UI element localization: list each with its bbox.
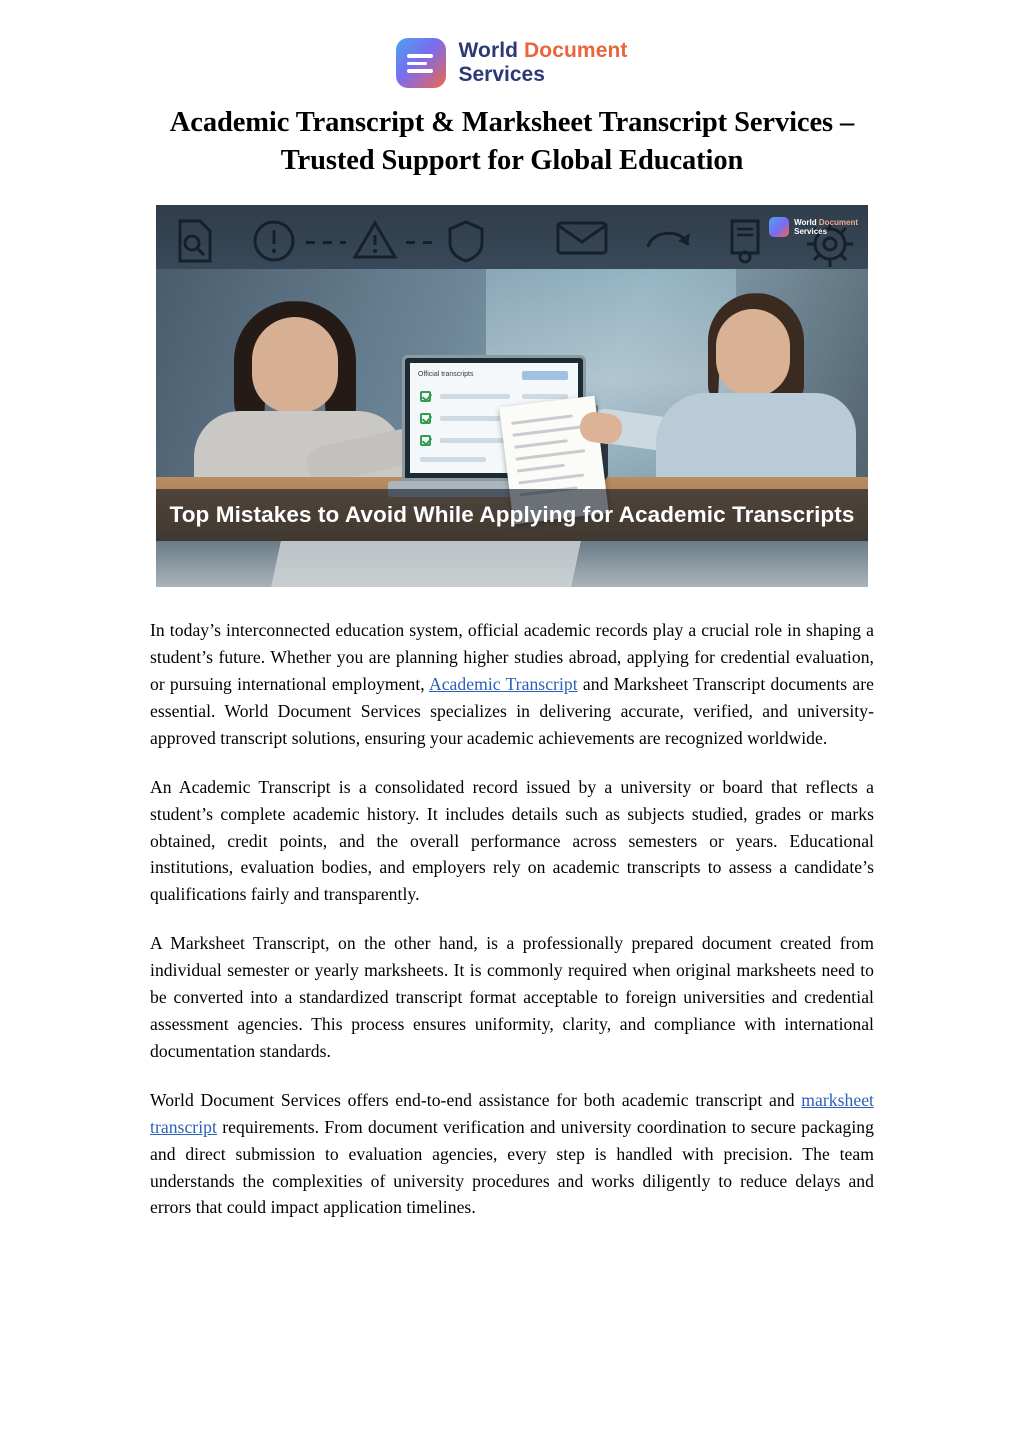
person-right-head — [716, 309, 790, 397]
brand-word-world: World — [458, 39, 519, 63]
foreground-document — [271, 541, 581, 587]
hero-image — [156, 205, 868, 587]
person-left-head — [252, 317, 338, 413]
document-search-icon — [174, 219, 216, 263]
paragraph-2: An Academic Transcript is a consolidated record issued by a university or board that reflects a student’s complete academic history. It includes details such as subjects studied, grades or marks obtained, credit points, and the overall performance across semesters or years. Educational institutions, evaluation bodies, and employers rely on academic transcripts to assess a candidate’s qualifications fairly and transparently. — [150, 776, 874, 905]
hero-caption-band — [156, 489, 868, 541]
watermark-logo-icon — [769, 217, 789, 237]
shield-icon — [446, 219, 486, 263]
paragraph-1: In today’s interconnected education system, official academic records play a crucial role in shaping a student’s future. Whether you are planning higher studies abroad, applying for credential evaluation, or pursuing international employment, Academic Transcript and Marksheet Transcript documents are essential. World Document Services specializes in delivering accurate, verified, and university-approved transcript solutions, ensuring your academic achievements are recognized worldwide. — [150, 620, 874, 748]
dashed-connector-2 — [406, 241, 438, 244]
scene-foreground — [156, 541, 868, 587]
watermark-word-document: Document — [818, 218, 858, 228]
paragraph-4: World Document Services offers end-to-end assistance for both academic transcript and marksheet transcript requirements. From document verification and university coordination to secure packaging and direct submission to evaluation agencies, every step is handled with precision. The team understands the complexities of university procedures and works diligently to reduce delays and errors that could impact application timelines. — [150, 1089, 874, 1218]
brand-word-document: Document — [524, 39, 628, 63]
article-body — [0, 617, 1024, 1221]
laptop-screen-title: Official transcripts — [418, 371, 474, 379]
hero-caption: Top Mistakes to Avoid While Applying for Academic Transcripts — [169, 502, 855, 528]
brand-logo — [0, 0, 1024, 88]
alert-circle-icon — [252, 219, 296, 263]
hero-watermark — [769, 217, 858, 237]
inline-link[interactable]: marksheet transcript — [150, 1089, 874, 1137]
envelope-icon — [556, 219, 608, 257]
document-lines-icon — [396, 38, 446, 88]
watermark-word-world: World — [794, 218, 819, 228]
inline-link[interactable]: Academic Transcript — [428, 674, 578, 695]
page-title: Academic Transcript & Marksheet Transcript Services – Trusted Support for Global Education — [169, 107, 855, 176]
alert-triangle-icon — [352, 219, 398, 261]
brand-word-services: Services — [458, 63, 545, 86]
dashed-connector — [306, 241, 346, 244]
watermark-word-services: Services — [794, 227, 828, 237]
paragraph-3: A Marksheet Transcript, on the other hand, is a professionally prepared document created from individual semester or yearly marksheets. It is commonly required when original marksheets need to be converted into a standardized transcript format acceptable to foreign universities and credential assessment agencies. This process ensures uniformity, clarity, and compliance with international documentation standards. — [150, 933, 874, 1061]
refresh-arrow-icon — [644, 219, 692, 255]
brand-logo-text — [458, 39, 627, 86]
certificate-icon — [726, 219, 766, 265]
